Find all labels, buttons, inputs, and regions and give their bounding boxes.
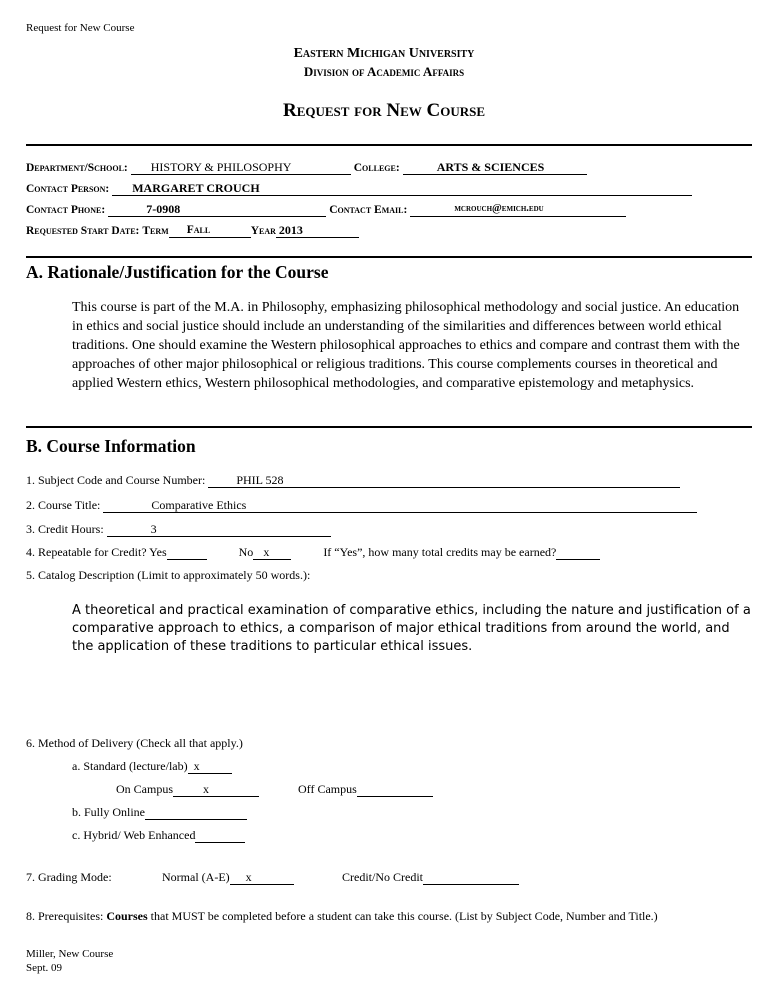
repeatable-no-label: No	[238, 545, 254, 559]
contact-person-row	[26, 181, 692, 196]
course-title-value: Comparative Ethics	[151, 498, 247, 512]
q1-label: 1. Subject Code and Course Number:	[26, 473, 206, 487]
q6c-label: c. Hybrid/ Web Enhanced	[72, 828, 196, 842]
rationale-text: This course is part of the M.A. in Philosophy, emphasizing philosophical methodology and social justice. An education in ethics and social justice should include an understanding of the similarities and differences between world ethical traditions. One should examine the Western philosophical approaches to ethics and compare and contrast them with the approaches of other major philosophical or religious traditions. This course complements courses in theoretical and applied Western ethics, Western philosophical methodologies, and comparative epistemology and metaphysics.	[72, 300, 740, 391]
university-name: Eastern Michigan University	[293, 46, 475, 61]
credit-no-credit-label: Credit/No Credit	[342, 870, 423, 884]
q8-bold-text: Courses	[106, 909, 148, 923]
q8-row	[26, 909, 658, 924]
top-rule	[26, 144, 752, 146]
normal-grading-label: Normal (A-E)	[162, 870, 230, 884]
running-header: Request for New Course	[26, 22, 135, 34]
contact-person-value: MARGARET CROUCH	[132, 181, 260, 195]
contact-person-field[interactable]	[112, 181, 692, 196]
q6a-row	[72, 759, 232, 774]
contact-email-label: Contact Email:	[329, 204, 408, 216]
term-value: Fall	[186, 224, 211, 236]
start-date-label: Requested Start Date:	[26, 225, 140, 237]
credit-hours-field[interactable]	[107, 522, 331, 537]
normal-grading-value: x	[245, 870, 252, 884]
q6a-label: a. Standard (lecture/lab)	[72, 759, 188, 773]
contact-email-value: mcrouch@emich.edu	[454, 203, 544, 214]
q7-label: 7. Grading Mode:	[26, 870, 112, 884]
contact-phone-value: 7-0908	[146, 202, 181, 216]
q4-row	[26, 545, 600, 560]
q8-description: that MUST be completed before a student can take this course. (List by Subject Code, Number and Title.)	[150, 909, 658, 923]
on-campus-value: x	[203, 782, 209, 796]
standard-delivery-field[interactable]	[188, 759, 232, 774]
credit-hours-value: 3	[150, 522, 157, 536]
form-title: Request for New Course	[282, 100, 486, 121]
course-number-field[interactable]	[208, 473, 680, 488]
footer-author: Miller, New Course	[26, 948, 114, 960]
contact-email-field[interactable]	[410, 202, 626, 217]
repeatable-yes-field[interactable]	[167, 545, 207, 560]
off-campus-label: Off Campus	[298, 782, 357, 796]
rule-b	[26, 426, 752, 428]
rule-a	[26, 256, 752, 258]
off-campus-row	[298, 782, 433, 797]
q6c-row	[72, 828, 245, 843]
contact-phone-row	[26, 202, 626, 217]
contact-phone-field[interactable]	[108, 202, 326, 217]
repeatable-no-field[interactable]	[253, 545, 291, 560]
q3-row	[26, 522, 331, 537]
normal-grading-row	[162, 870, 294, 885]
fully-online-field[interactable]	[145, 805, 247, 820]
year-label: Year	[250, 225, 276, 237]
q4-followup-label: If “Yes”, how many total credits may be earned?	[323, 545, 557, 559]
division-name: Division of Academic Affairs	[303, 64, 465, 79]
repeatable-no-value: x	[263, 545, 270, 559]
footer-date: Sept. 09	[26, 962, 63, 974]
q1-row	[26, 473, 680, 488]
course-title-field[interactable]	[103, 498, 697, 513]
contact-person-label: Contact Person:	[26, 183, 110, 195]
total-credits-field[interactable]	[556, 545, 600, 560]
college-label: College:	[353, 162, 400, 174]
department-row	[26, 160, 587, 175]
standard-delivery-value: x	[193, 759, 200, 773]
department-label: Department/School:	[26, 162, 128, 174]
contact-phone-label: Contact Phone:	[26, 204, 106, 216]
start-date-row	[26, 223, 359, 238]
credit-no-credit-row	[342, 870, 519, 885]
department-value: HISTORY & PHILOSOPHY	[150, 160, 292, 174]
hybrid-field[interactable]	[195, 828, 245, 843]
q4-label: 4. Repeatable for Credit? Yes	[26, 545, 167, 559]
on-campus-field[interactable]	[173, 782, 259, 797]
on-campus-label: On Campus	[116, 782, 173, 796]
term-field[interactable]	[169, 223, 251, 238]
q6b-row	[72, 805, 247, 820]
on-campus-row	[116, 782, 259, 797]
off-campus-field[interactable]	[357, 782, 433, 797]
year-field[interactable]	[276, 223, 359, 238]
department-field[interactable]	[131, 160, 351, 175]
q2-row	[26, 498, 697, 513]
q3-label: 3. Credit Hours:	[26, 522, 104, 536]
q8-label: 8. Prerequisites:	[26, 909, 104, 923]
section-a-heading: A. Rationale/Justification for the Course	[26, 262, 329, 282]
normal-grading-field[interactable]	[230, 870, 294, 885]
course-number-value: PHIL 528	[236, 473, 284, 487]
q6b-label: b. Fully Online	[72, 805, 146, 819]
credit-no-credit-field[interactable]	[423, 870, 519, 885]
year-value: 2013	[278, 223, 303, 237]
college-value: ARTS & SCIENCES	[436, 160, 545, 174]
catalog-description: A theoretical and practical examination of comparative ethics, including the nature and justification of a comparative approach to ethics, a comparison of major ethical traditions from around the world, and the application of these traditions to particular ethical issues.	[72, 603, 751, 654]
term-label: Term	[142, 225, 169, 237]
section-b-heading: B. Course Information	[26, 436, 196, 456]
q6-label: 6. Method of Delivery (Check all that apply.)	[26, 736, 243, 750]
q2-label: 2. Course Title:	[26, 498, 101, 512]
q5-label: 5. Catalog Description (Limit to approximately 50 words.):	[26, 568, 311, 582]
college-field[interactable]	[403, 160, 587, 175]
